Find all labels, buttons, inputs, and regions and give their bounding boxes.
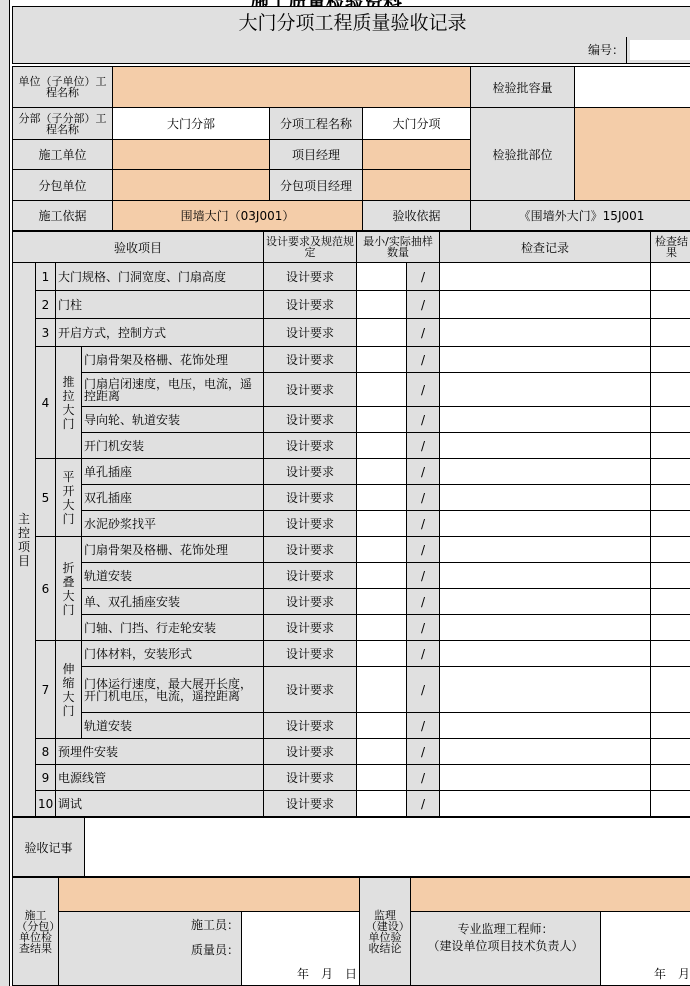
result-cell[interactable] [651,291,690,319]
table-row [13,641,690,667]
record-cell[interactable] [440,765,651,791]
subcontract-manager-label: 分包项目经理 [270,170,363,201]
construction-result-value[interactable] [59,878,360,912]
sample-slash: / [407,791,440,817]
sub-division-value[interactable]: 大门分部 [113,108,270,140]
item-group-label: 伸缩大门 [56,641,82,739]
result-cell[interactable] [651,765,690,791]
supervision-label: 监理（建设）单位验收结论 [360,878,411,986]
table-row [13,319,690,347]
table-row [13,537,690,563]
design-req: 设计要求 [264,433,357,459]
page-title: 大门分项工程质量验收记录 [13,7,690,37]
col-header-result: 检查结果 [651,232,690,263]
record-label: 验收记事 [13,818,85,877]
record-cell[interactable] [440,319,651,347]
sample-slash: / [407,347,440,373]
result-cell[interactable] [651,263,690,291]
design-req: 设计要求 [264,667,357,713]
quality-label: 质量员： [59,937,242,962]
result-cell[interactable] [651,459,690,485]
record-cell[interactable] [440,485,651,511]
sub-item-label: 分项工程名称 [270,108,363,140]
sample-slash: / [407,589,440,615]
sample-slash: / [407,459,440,485]
table-row [13,407,690,433]
min-sample[interactable] [357,511,407,537]
subcontract-manager-value[interactable] [363,170,471,201]
min-sample[interactable] [357,791,407,817]
sub-item-name: 门扇骨架及格栅、花饰处理 [82,347,264,373]
supervision-value[interactable] [411,878,690,912]
item-name: 开启方式，控制方式 [56,319,264,347]
unit-label: 单位（子单位）工程名称 [13,67,113,108]
batch-part-label: 检验批部位 [471,108,575,201]
sample-slash: / [407,537,440,563]
sub-item-name: 开门机安装 [82,433,264,459]
item-name: 大门规格、门洞宽度、门扇高度 [56,263,264,291]
col-header-record: 检查记录 [440,232,651,263]
result-cell[interactable] [651,319,690,347]
min-sample[interactable] [357,667,407,713]
construction-unit-value[interactable] [113,140,270,170]
sample-slash: / [407,263,440,291]
acceptance-basis-value[interactable]: 《围墙外大门》15J001 [471,201,690,231]
table-row [13,511,690,537]
design-req: 设计要求 [264,407,357,433]
number-field[interactable] [630,40,690,60]
design-req: 设计要求 [264,459,357,485]
record-cell[interactable] [440,589,651,615]
min-sample[interactable] [357,615,407,641]
record-cell[interactable] [440,347,651,373]
header-table [12,6,690,64]
min-sample[interactable] [357,407,407,433]
sample-slash: / [407,433,440,459]
table-row [13,765,690,791]
record-cell[interactable] [440,511,651,537]
record-notes[interactable] [85,818,690,877]
sub-item-value[interactable]: 大门分项 [363,108,471,140]
design-req: 设计要求 [264,511,357,537]
table-row [13,589,690,615]
table-row [13,667,690,713]
item-group-label: 折叠大门 [56,537,82,641]
sub-item-name: 双孔插座 [82,485,264,511]
sub-item-name: 导向轮、轨道安装 [82,407,264,433]
min-sample[interactable] [357,765,407,791]
supervisor-title: 专业监理工程师： [457,921,554,936]
record-cell[interactable] [440,713,651,739]
table-row [13,291,690,319]
builder-label: 施工员： [59,912,242,937]
design-req: 设计要求 [264,537,357,563]
date-right-spacer [411,962,601,986]
record-cell[interactable] [440,407,651,433]
result-cell[interactable] [651,615,690,641]
sample-slash: / [407,373,440,407]
design-req: 设计要求 [264,713,357,739]
design-req: 设计要求 [264,373,357,407]
sub-item-name: 单孔插座 [82,459,264,485]
sample-slash: / [407,485,440,511]
number-label: 编号： [13,37,627,64]
result-cell[interactable] [651,713,690,739]
sample-slash: / [407,407,440,433]
min-sample[interactable] [357,537,407,563]
items-table [12,231,690,817]
result-cell[interactable] [651,563,690,589]
construction-unit-label: 施工单位 [13,140,113,170]
result-cell[interactable] [651,347,690,373]
min-sample[interactable] [357,563,407,589]
design-req: 设计要求 [264,765,357,791]
design-req: 设计要求 [264,563,357,589]
sub-item-name: 轨道安装 [82,713,264,739]
record-cell[interactable] [440,263,651,291]
col-header-item: 验收项目 [13,232,264,263]
min-sample[interactable] [357,373,407,407]
design-req: 设计要求 [264,739,357,765]
sample-slash: / [407,319,440,347]
sub-item-name: 门体材料，安装形式 [82,641,264,667]
project-manager-value[interactable] [363,140,471,170]
item-name: 预埋件安装 [56,739,264,765]
record-cell[interactable] [440,667,651,713]
item-no: 1 [36,263,56,291]
quality-signature[interactable] [242,937,360,962]
design-req: 设计要求 [264,641,357,667]
sample-slash: / [407,641,440,667]
record-cell[interactable] [440,537,651,563]
item-name: 门柱 [56,291,264,319]
design-req: 设计要求 [264,263,357,291]
sample-slash: / [407,563,440,589]
result-cell[interactable] [651,791,690,817]
sub-item-name: 门扇骨架及格栅、花饰处理 [82,537,264,563]
min-sample[interactable] [357,319,407,347]
table-row [13,433,690,459]
min-sample[interactable] [357,641,407,667]
min-sample[interactable] [357,589,407,615]
table-row [13,563,690,589]
table-row [13,713,690,739]
builder-signature[interactable] [242,912,360,937]
result-cell[interactable] [651,667,690,713]
date-left-spacer [59,962,242,986]
date-right[interactable]: 年 月 [601,962,690,986]
design-req: 设计要求 [264,791,357,817]
batch-capacity-value[interactable] [575,67,690,108]
construction-result-label: 施工（分包）单位检查结果 [13,878,59,986]
sub-division-label: 分部（子分部）工程名称 [13,108,113,140]
main-group-label: 主控项目 [13,263,36,817]
record-cell[interactable] [440,791,651,817]
record-cell[interactable] [440,373,651,407]
record-cell[interactable] [440,641,651,667]
sample-slash: / [407,615,440,641]
table-row [13,739,690,765]
design-req: 设计要求 [264,615,357,641]
project-manager-label: 项目经理 [270,140,363,170]
batch-part-value[interactable] [575,108,690,201]
min-sample[interactable] [357,713,407,739]
record-table [12,817,690,877]
sample-slash: / [407,511,440,537]
min-sample[interactable] [357,459,407,485]
result-cell[interactable] [651,433,690,459]
item-no: 8 [36,739,56,765]
result-cell[interactable] [651,407,690,433]
sub-item-name: 门扇启闭速度，电压，电流，遥控距离 [82,373,264,407]
record-cell[interactable] [440,433,651,459]
table-row [13,485,690,511]
min-sample[interactable] [357,485,407,511]
item-no: 2 [36,291,56,319]
construction-basis-label: 施工依据 [13,201,113,231]
record-cell[interactable] [440,459,651,485]
item-group-label: 平开大门 [56,459,82,537]
item-no: 6 [36,537,56,641]
acceptance-basis-label: 验收依据 [363,201,471,231]
left-margin-bar [0,0,10,986]
table-row [13,347,690,373]
item-no: 9 [36,765,56,791]
item-no: 3 [36,319,56,347]
design-req: 设计要求 [264,589,357,615]
result-cell[interactable] [651,641,690,667]
result-cell[interactable] [651,589,690,615]
item-no: 10 [36,791,56,817]
supervisor-signature[interactable] [601,912,690,962]
sample-slash: / [407,713,440,739]
table-row [13,263,690,291]
sub-item-name: 门体运行速度，最大展开长度，开门机电压，电流，遥控距离 [82,667,264,713]
min-sample[interactable] [357,433,407,459]
result-cell[interactable] [651,537,690,563]
sample-slash: / [407,765,440,791]
col-header-design: 设计要求及规范规定 [264,232,357,263]
supervisor-note: （建设单位项目技术负责人） [427,938,584,953]
table-row [13,615,690,641]
item-no: 7 [36,641,56,739]
date-left[interactable]: 年 月 日 [242,962,360,986]
table-row [13,791,690,817]
number-field-cell [627,37,690,64]
item-no: 4 [36,347,56,459]
design-req: 设计要求 [264,291,357,319]
design-req: 设计要求 [264,319,357,347]
item-name: 调试 [56,791,264,817]
item-name: 电源线管 [56,765,264,791]
sub-item-name: 水泥砂浆找平 [82,511,264,537]
sample-slash: / [407,291,440,319]
design-req: 设计要求 [264,347,357,373]
supervisor-label [411,912,601,962]
sub-item-name: 门轴、门挡、行走轮安装 [82,615,264,641]
min-sample[interactable] [357,263,407,291]
min-sample[interactable] [357,291,407,319]
construction-basis-value[interactable]: 围墙大门（03J001） [113,201,363,231]
col-header-sample: 最小/实际抽样数量 [357,232,440,263]
footer-table [12,877,690,986]
table-row [13,459,690,485]
record-cell[interactable] [440,291,651,319]
record-cell[interactable] [440,615,651,641]
item-no: 5 [36,459,56,537]
sub-item-name: 单、双孔插座安装 [82,589,264,615]
result-cell[interactable] [651,739,690,765]
result-cell[interactable] [651,373,690,407]
design-req: 设计要求 [264,485,357,511]
info-table [12,66,690,231]
batch-capacity-label: 检验批容量 [471,67,575,108]
min-sample[interactable] [357,739,407,765]
item-group-label: 推拉大门 [56,347,82,459]
sub-item-name: 轨道安装 [82,563,264,589]
table-row [13,373,690,407]
sample-slash: / [407,739,440,765]
result-cell[interactable] [651,485,690,511]
sample-slash: / [407,667,440,713]
min-sample[interactable] [357,347,407,373]
record-cell[interactable] [440,739,651,765]
record-cell[interactable] [440,563,651,589]
subcontract-unit-label: 分包单位 [13,170,113,201]
subcontract-unit-value[interactable] [113,170,270,201]
result-cell[interactable] [651,511,690,537]
unit-value[interactable] [113,67,471,108]
